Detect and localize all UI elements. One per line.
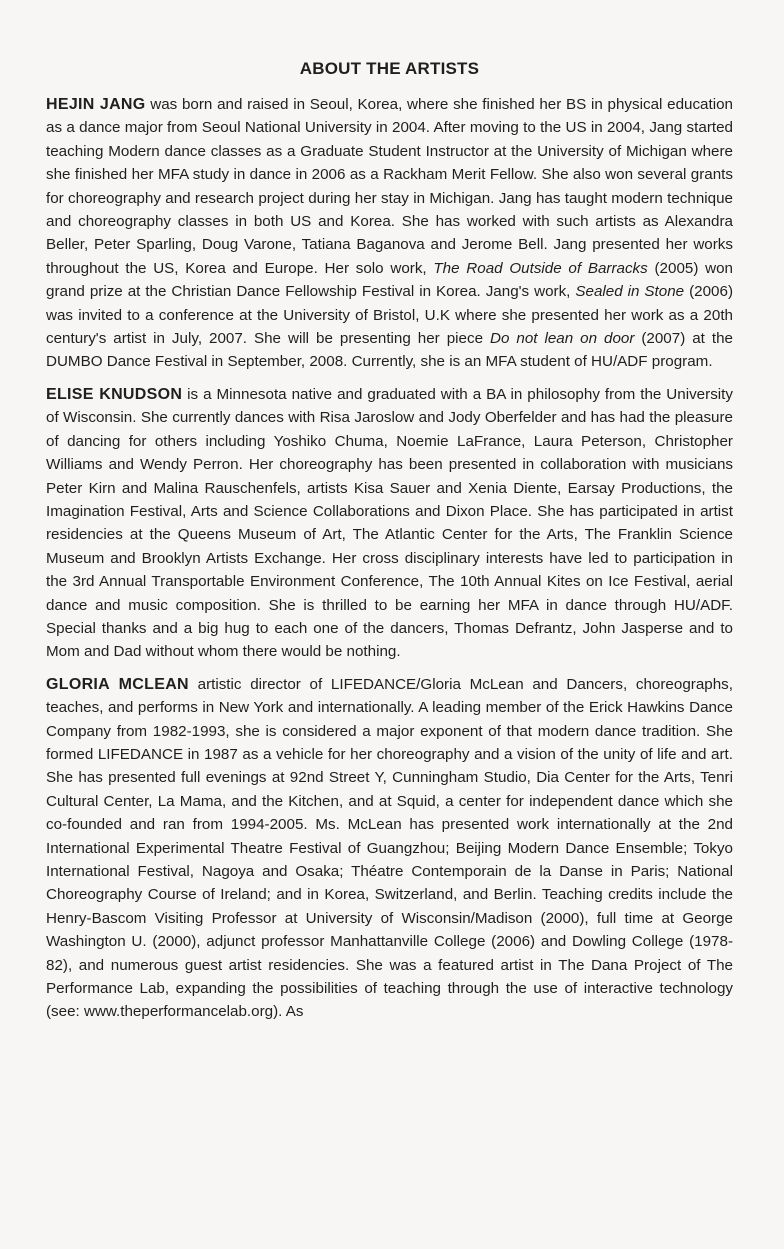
bio-text: (2006) was invited to a conference at the University of Bristol, U.K where she presented her work as a 20th century's artist in July, 2007. She will be presenting her piece <box>46 283 733 348</box>
bio-text: artistic director of LIFEDANCE/Gloria McLean and Dancers, choreographs, teaches, and performs in New York and internationally. A leading member of the Erick Hawkins Dance Company from 1982-1993, she is considered a major exponent of that modern dance tradition. She formed LIFEDANCE in 1987 as a vehicle for her choreography and a vision of the unity of life and art. She has presented full evenings at 92nd Street Y, Cunningham Studio, Dia Center for the Arts, Tenri Cultural Center, La Mama, and the Kitchen, and at Squid, a center for independent dance which she co-founded and ran from 1994-2005. Ms. McLean has presented work internationally at the 2nd International Experimental Theatre Festival of Guangzhou; Beijing Modern Dance Ensemble; Tokyo International Festival, Nagoya and Osaka; Théatre Contemporain de la Danse in Paris; National Choreography Course of Ireland; and in Korea, Switzerland, and Berlin. Teaching credits include the Henry-Bascom Visiting Professor at University of Wisconsin/Madison (2000), full time at George Washington U. (2000), adjunct professor Manhattanville College (2006) and Dowling College (1978-82), and numerous guest artist residencies. She was a featured artist in The Dana Project of The Performance Lab, expanding the possibilities of teaching through the use of interactive technology (see: www.theperformancelab.org). As <box>46 675 733 1021</box>
bio-text: is a Minnesota native and graduated with a BA in philosophy from the University of Wisconsin. She currently dances with Risa Jaroslow and Jody Oberfelder and has had the pleasure of dancing for others including Yoshiko Chuma, Noemie LaFrance, Laura Peterson, Christopher Williams and Wendy Perron. Her choreography has been presented in collaboration with musicians Peter Kirn and Malina Rauschenfels, artists Kisa Sauer and Xenia Diente, Earsay Productions, the Imagination Festival, Arts and Science Collaborations and Dixon Place. She has participated in artist residencies at the Queens Museum of Art, The Atlantic Center for the Arts, The Franklin Science Museum and Brooklyn Artists Exchange. Her cross disciplinary interests have led to participation in the 3rd Annual Transportable Environment Conference, The 10th Annual Kites on Ice Festival, aerial dance and music composition. She is thrilled to be earning her MFA in dance through HU/ADF. Special thanks and a big hug to each one of the dancers, Thomas Defrantz, John Jasperse and to Mom and Dad without whom there would be nothing. <box>46 385 733 661</box>
section-title: ABOUT THE ARTISTS <box>299 59 480 78</box>
work-title: The Road Outside of Barracks <box>433 259 648 277</box>
artist-name: GLORIA MCLEAN <box>46 675 189 693</box>
bio-text: (2007) at the DUMBO Dance Festival in September, 2008. Currently, she is an MFA student of HU/ADF program. <box>46 330 733 371</box>
artist-name: ELISE KNUDSON <box>46 385 183 403</box>
artist-name: HEJIN JANG <box>46 96 146 113</box>
bio-hejin-jang <box>46 93 733 374</box>
bio-gloria-mclean <box>46 673 733 1024</box>
bio-text: was born and raised in Seoul, Korea, where she finished her BS in physical education as a dance major from Seoul National University in 2004. After moving to the US in 2004, Jang started teaching Modern dance classes as a Graduate Student Instructor at the University of Michigan where she finished her MFA study in dance in 2006 as a Rackham Merit Fellow. She also won several grants for choreography and research project during her stay in Michigan. Jang has taught modern technique and choreography classes in both US and Korea. She has worked with such artists as Alexandra Beller, Peter Sparling, Doug Varone, Tatiana Baganova and Jerome Bell. Jang presented her works throughout the US, Korea and Europe. Her solo work, <box>46 96 733 277</box>
work-title: Sealed in Stone <box>575 283 685 301</box>
bio-text: (2005) won grand prize at the Christian Dance Fellowship Festival in Korea. Jang's work, <box>46 259 733 301</box>
work-title: Do not lean on door <box>489 330 635 348</box>
bio-elise-knudson <box>46 383 733 664</box>
